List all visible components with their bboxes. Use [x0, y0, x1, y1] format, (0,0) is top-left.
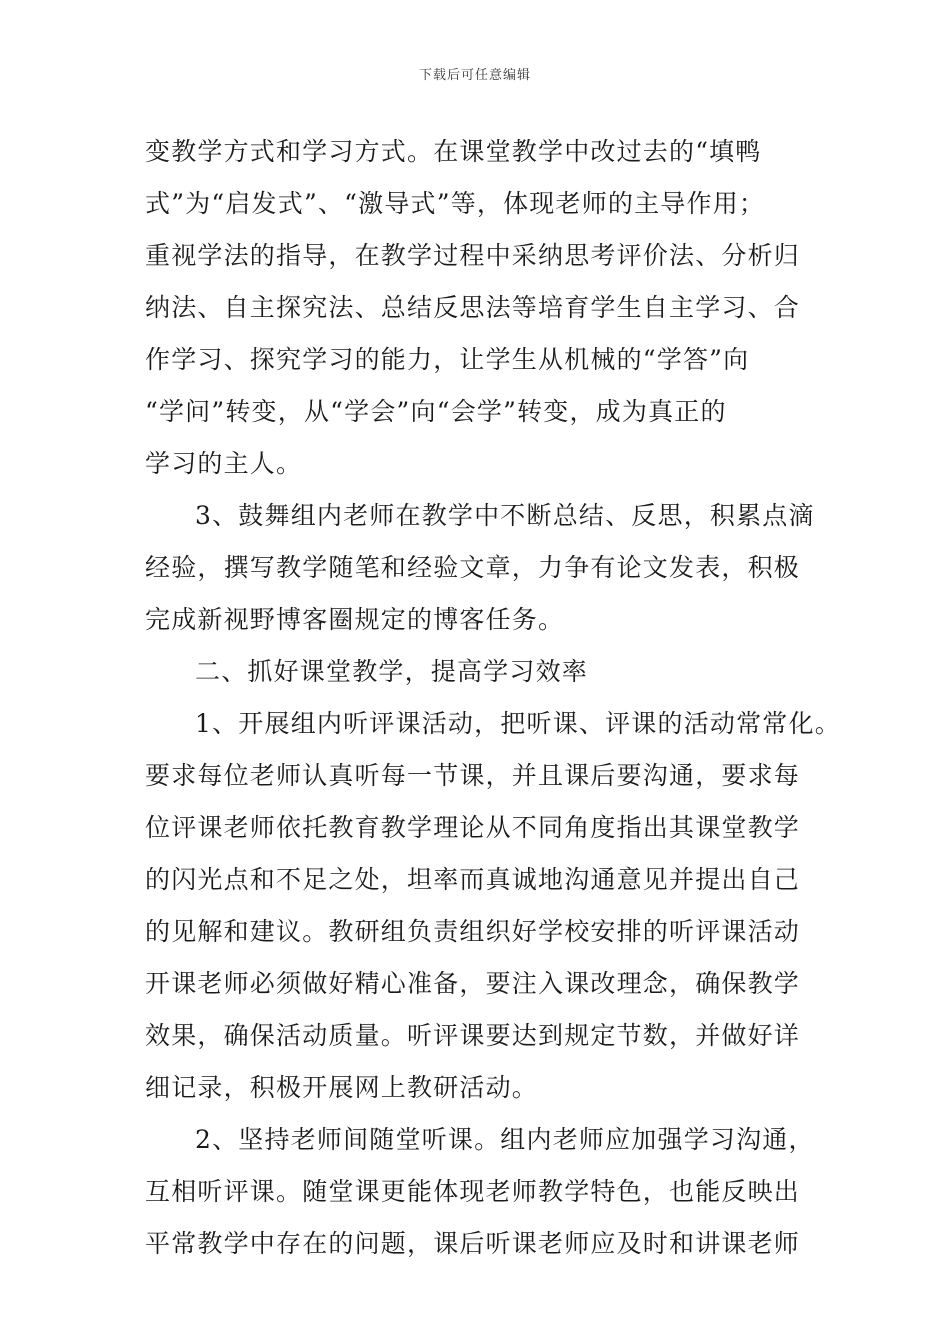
text-line: 式”为“启发式”、“激导式”等，体现老师的主导作用； — [145, 189, 766, 218]
text-line: 平常教学中存在的问题，课后听课老师应及时和讲课老师 — [145, 1229, 801, 1258]
text-line: 经验，撰写教学随笔和经验文章，力争有论文发表，积极 — [145, 553, 801, 582]
text-line: 完成新视野博客圈规定的博客任务。 — [145, 605, 565, 634]
text-line: 变教学方式和学习方式。在课堂教学中改过去的“填鸭 — [145, 137, 762, 166]
text-line: 学习的主人。 — [145, 449, 303, 478]
page-header: 下载后可任意编辑 — [418, 68, 531, 83]
text-line: 细记录，积极开展网上教研活动。 — [145, 1073, 539, 1102]
text-line: 位评课老师依托教育教学理论从不同角度指出其课堂教学 — [145, 813, 801, 842]
text-line: 作学习、探究学习的能力，让学生从机械的“学答”向 — [145, 345, 750, 374]
text-line: 要求每位老师认真听每一节课，并且课后要沟通，要求每 — [145, 761, 801, 790]
section-heading: 二、抓好课堂教学，提高学习效率 — [195, 657, 589, 686]
text-line: “学问”转变，从“学会”向“会学”转变，成为真正的 — [145, 397, 727, 426]
text-line: 效果，确保活动质量。听评课要达到规定节数，并做好详 — [145, 1021, 801, 1050]
text-line: 重视学法的指导，在教学过程中采纳思考评价法、分析归 — [145, 241, 801, 270]
text-line: 2、坚持老师间随堂听课。组内老师应加强学习沟通， — [195, 1125, 815, 1154]
document-body — [145, 126, 841, 1270]
text-line: 1、开展组内听评课活动，把听课、评课的活动常常化。 — [195, 709, 841, 738]
text-line: 的闪光点和不足之处，坦率而真诚地沟通意见并提出自己 — [145, 865, 801, 894]
text-line: 开课老师必须做好精心准备，要注入课改理念，确保教学 — [145, 969, 801, 998]
text-line: 纳法、自主探究法、总结反思法等培育学生自主学习、合 — [145, 293, 801, 322]
text-line: 的见解和建议。教研组负责组织好学校安排的听评课活动 — [145, 917, 801, 946]
text-line: 3、鼓舞组内老师在教学中不断总结、反思，积累点滴 — [195, 501, 815, 530]
text-line: 互相听评课。随堂课更能体现老师教学特色，也能反映出 — [145, 1177, 801, 1206]
